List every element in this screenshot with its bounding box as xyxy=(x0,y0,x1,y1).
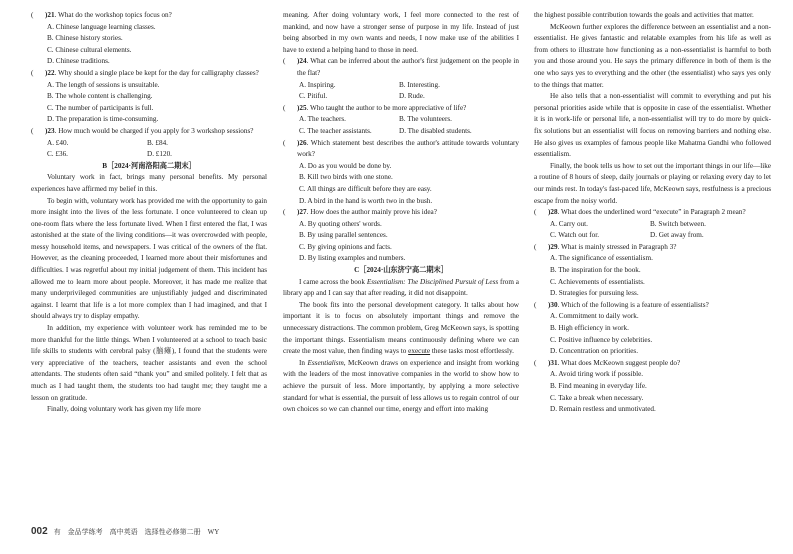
option-28c: C. Watch out for. xyxy=(550,231,599,240)
passage-c-para-2: The book fits into the personal development category. It talks about how important it is to focus on absolutely important things and remove the unnecessary distractions. The common problem, Greg McKeown says, is spotting the important things. Essentialism means continuously defining where we can create the most value, then finding ways to execute these tasks most effortlessly. xyxy=(283,300,519,356)
column-left xyxy=(31,10,267,416)
option-25d: D. The disabled students. xyxy=(399,126,472,135)
option-22d: D. The preparation is time-consuming. xyxy=(47,115,159,124)
passage-b-para-4-cont: meaning. After doing voluntary work, I feel more connected to the rest of mankind, and now have a stronger sense of purpose in my life. Instead of just being absorbed in my own wants and needs, I now make use of the abilities I have to extend a helping hand to those in need. xyxy=(283,11,519,54)
answer-bracket[interactable]: ( xyxy=(31,126,34,135)
question-25: ( )25. Who taught the author to be more appreciative of life? xyxy=(283,103,519,115)
option-31a: A. Avoid tiring work if possible. xyxy=(550,370,644,379)
options-23ab xyxy=(31,138,267,150)
options-24cd xyxy=(283,91,519,103)
option-24a: A. Inspiring. xyxy=(299,80,336,89)
answer-bracket[interactable]: ( xyxy=(534,208,537,217)
option-24b: B. Interesting. xyxy=(399,80,440,89)
options-28ab xyxy=(534,219,771,231)
option-27d: D. By listing examples and numbers. xyxy=(299,254,406,263)
passage-c-para-5: He also tells that a non-essentialist will commit to everything and put his personal priorities aside while that is opposite in case of the essentialist. Whether it is in work-life or personal life, a non-essentialist will try to do more by quick-fix solutions but an essentialist will focus on removing barriers and nothing else. He also gives us examples of famous people like Mahatma Gandhi who followed essentialism. xyxy=(534,92,771,159)
option-22c: C. The number of participants is full. xyxy=(47,103,154,112)
option-22b: B. The whole content is challenging. xyxy=(47,92,153,101)
answer-bracket[interactable]: ( xyxy=(283,57,286,66)
option-23c: C. £36. xyxy=(47,150,68,159)
answer-bracket[interactable]: ( xyxy=(534,358,537,367)
answer-bracket[interactable]: ( xyxy=(31,68,34,77)
option-31c: C. Take a break when necessary. xyxy=(550,393,644,402)
options-25cd xyxy=(283,126,519,138)
answer-bracket[interactable]: ( xyxy=(283,103,286,112)
book-title-short: Essentialism xyxy=(307,358,344,367)
passage-c-para-3: In Essentialism, McKeown draws on experience and insight from working with the leaders of the most innovative companies in the world to show how to achieve the pursuit of less. More importantly, by applying a more selective standard for what is essential, the pursuit of less allows us to regain control of our own choices so we can channel our time, energy and effort into making xyxy=(283,358,519,414)
answer-bracket[interactable]: ( xyxy=(534,242,537,251)
option-27a: A. By quoting others' words. xyxy=(299,219,382,228)
passage-b-para-4: Finally, doing voluntary work has given my life more xyxy=(47,405,201,414)
question-21: ( )21. What do the workshop topics focus on? xyxy=(31,10,267,22)
option-28a: A. Carry out. xyxy=(550,219,588,228)
page-footer xyxy=(31,526,219,539)
question-26: ( )26. Which statement best describes the author's attitude towards voluntary work? xyxy=(283,138,519,159)
passage-b-para-1: Voluntary work in fact, brings many personal benefits. My personal experiences have affirmed my belief in this. xyxy=(31,173,267,193)
answer-bracket[interactable]: ( xyxy=(534,300,537,309)
option-27b: B. By using parallel sentences. xyxy=(299,231,388,240)
option-29b: B. The inspiration for the book. xyxy=(550,266,641,275)
option-25a: A. The teachers. xyxy=(299,115,346,124)
option-21d: D. Chinese traditions. xyxy=(47,57,110,66)
question-29: ( )29. What is mainly stressed in Paragraph 3? xyxy=(534,242,771,254)
options-23cd xyxy=(31,149,267,161)
option-23a: A. £40. xyxy=(47,138,69,147)
page-number: 002 xyxy=(31,526,48,537)
option-27c: C. By giving opinions and facts. xyxy=(299,242,392,251)
question-31: ( )31. What does McKeown suggest people do? xyxy=(534,358,771,370)
option-30d: D. Concentration on priorities. xyxy=(550,347,639,356)
answer-bracket[interactable]: ( xyxy=(283,208,286,217)
underlined-word: execute xyxy=(408,347,431,356)
option-30a: A. Commitment to daily work. xyxy=(550,312,639,321)
option-30c: C. Positive influence by celebrities. xyxy=(550,335,653,344)
option-24d: D. Rude. xyxy=(399,92,425,101)
answer-bracket[interactable]: ( xyxy=(31,11,34,19)
option-30b: B. High efficiency in work. xyxy=(550,324,629,333)
option-29d: D. Strategies for pursuing less. xyxy=(550,289,639,298)
options-25ab xyxy=(283,114,519,126)
passage-b-para-3: In addition, my experience with volunteer work has reminded me to be more thankful for the little things. When I volunteered at a school to teach basic life skills to students with cerebral palsy (脑瘫), I found that the students were very appreciative of the teachers, teacher assistants and even the school attendants. The students often said “thank you” and smiled politely. I felt that as much as I had taught them, the students too had taught me; they taught me a lesson on gratitude. xyxy=(31,324,267,402)
column-middle xyxy=(283,10,519,416)
footer-text: 有 金品学练考 高中英语 选择性必修第二册 WY xyxy=(53,528,220,536)
option-21b: B. Chinese history stories. xyxy=(47,34,123,43)
question-27: ( )27. How does the author mainly prove his idea? xyxy=(283,207,519,219)
options-28cd xyxy=(534,230,771,242)
question-22: ( )22. Why should a single place be kept for the day for calligraphy classes? xyxy=(31,68,267,80)
option-29a: A. The significance of essentialism. xyxy=(550,254,653,263)
option-29c: C. Achievements of essentialists. xyxy=(550,277,645,286)
passage-c-para-6: Finally, the book tells us how to set out the important things in our life—like a routine of 8 hours of sleep, daily journals or playing or relaxing every day to let our minds rest. In today's fast-paced life, McKeown says, restfulness is a precious escape from the noisy world. xyxy=(534,161,771,205)
option-26c: C. All things are difficult before they are easy. xyxy=(299,184,432,193)
options-24ab xyxy=(283,80,519,92)
answer-bracket[interactable]: ( xyxy=(283,138,286,147)
passage-c-para-4: McKeown further explores the difference between an essentialist and a non-essentialist. He gives fantastic and relatable examples from his life as well as from others to illustrate how functioning as a non-essentialist is harmful to both you and those around you. He says the primary difference in both of them is the one who says yes to everything and the other (the essentialist) who says yes only to the things that matter. xyxy=(534,22,771,89)
question-30: ( )30. Which of the following is a feature of essentialists? xyxy=(534,300,771,312)
option-23d: D. £120. xyxy=(147,150,172,159)
option-25c: C. The teacher assistants. xyxy=(299,126,372,135)
passage-c-para-3-cont: the highest possible contribution towards the goals and activities that matter. xyxy=(534,11,754,19)
passage-b-para-2: To begin with, voluntary work has provided me with the opportunity to gain more insight into the lives of the less fortunate. I once volunteered to clean up one-room flats where the less fortunate lived. When I first entered the flat, I was astonished at the state of the living conditions—it was overcrowded with people, messy household items, and newspapers. I was critical of the owners of the flat. However, as the cleaning proceeded, I learned more about their misfortunes and difficulties. I was regretful about my initial judgement of them. This incident has allowed me to learn more about people. Moreover, it has made me realize that many underprivileged communities are unjustifiably judged and discriminated against. I learnt that life is a lot more complex than I had imagined, and that I should always try to display empathy. xyxy=(31,196,267,321)
option-26b: B. Kill two birds with one stone. xyxy=(299,173,393,182)
option-23b: B. £84. xyxy=(147,138,168,147)
option-21a: A. Chinese language learning classes. xyxy=(47,22,156,31)
option-25b: B. The volunteers. xyxy=(399,115,452,124)
passage-c-para-1: I came across the book Essentialism: The Disciplined Pursuit of Less from a library app and I can say that after reading, it did not disappoint. xyxy=(283,277,519,298)
section-c-heading: C［2024·山东济宁高二期末］ xyxy=(354,266,448,275)
question-24: ( )24. What can be inferred about the author's first judgement on the people in the flat? xyxy=(283,57,519,77)
book-title: Essentialism: The Disciplined Pursuit of Less xyxy=(366,277,499,286)
option-21c: C. Chinese cultural elements. xyxy=(47,45,132,54)
option-31b: B. Find meaning in everyday life. xyxy=(550,382,647,390)
option-24c: C. Pitiful. xyxy=(299,92,328,101)
column-right xyxy=(534,10,771,416)
question-23: ( )23. How much would be charged if you apply for 3 workshop sessions? xyxy=(31,126,267,138)
option-26a: A. Do as you would be done by. xyxy=(299,161,392,170)
option-31d: D. Remain restless and unmotivated. xyxy=(550,405,656,414)
option-28b: B. Switch between. xyxy=(650,219,706,228)
question-28: ( )28. What does the underlined word “execute” in Paragraph 2 mean? xyxy=(534,207,771,219)
section-b-heading: B［2024·河南洛阳高二期末］ xyxy=(102,161,196,170)
option-22a: A. The length of sessions is unsuitable. xyxy=(47,80,160,89)
option-28d: D. Get away from. xyxy=(650,231,704,240)
option-26d: D. A bird in the hand is worth two in the bush. xyxy=(299,196,433,205)
